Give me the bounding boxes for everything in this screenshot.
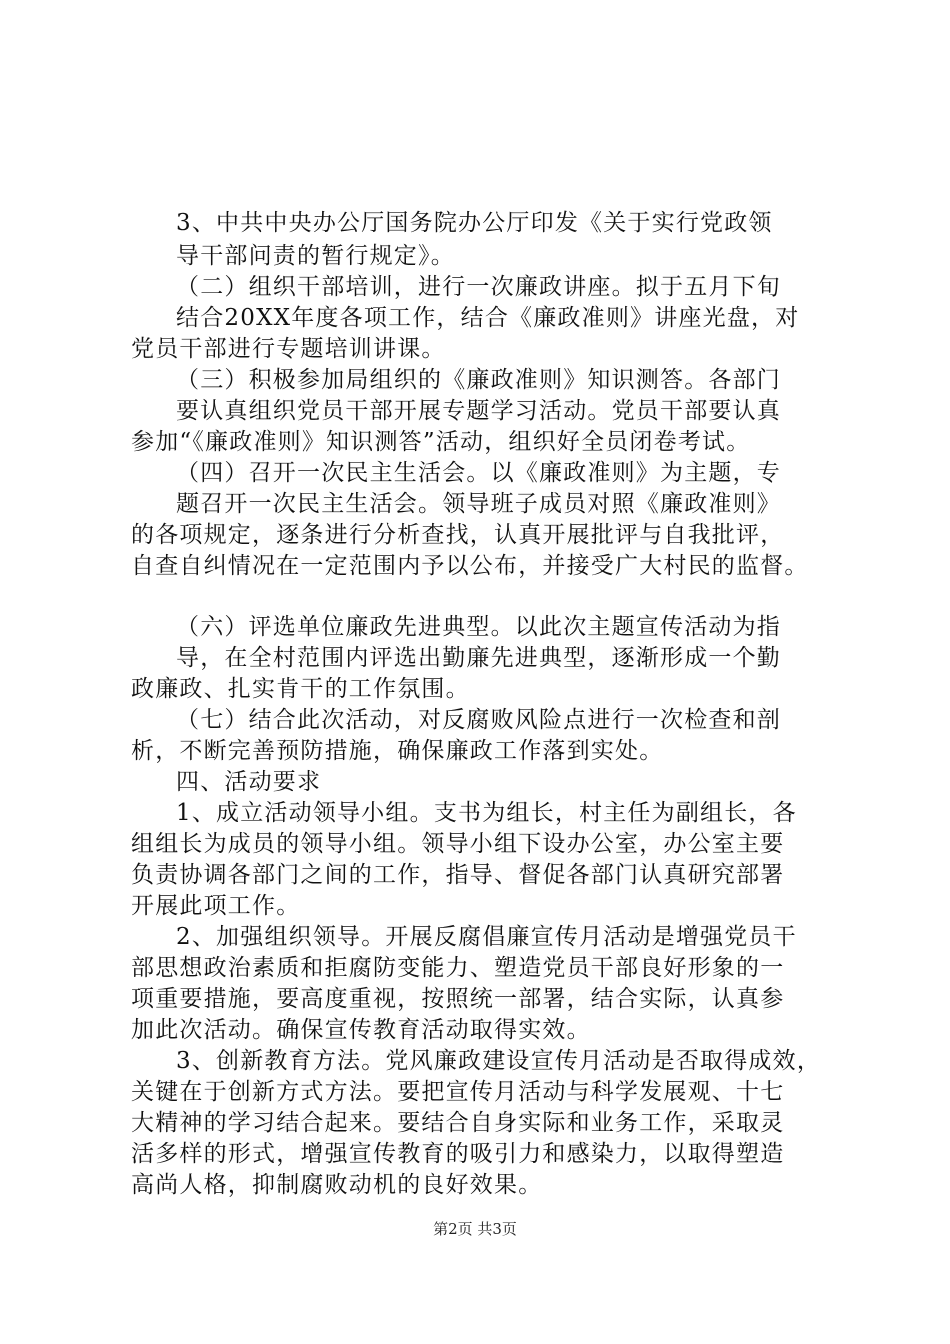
- text-line-9: （四）召开一次民主生活会。以《廉政准则》为主题，专: [176, 460, 781, 486]
- text-line-22: 开展此项工作。: [131, 893, 301, 919]
- text-line-10: 题召开一次民主生活会。领导班子成员对照《廉政准则》: [176, 491, 781, 517]
- text-line-29: 大精神的学习结合起来。要结合自身实际和业务工作，采取灵: [131, 1110, 785, 1136]
- text-line-6: （三）积极参加局组织的《廉政准则》知识测答。各部门: [176, 367, 781, 393]
- text-line-20: 组组长为成员的领导小组。领导小组下设办公室，办公室主要: [131, 831, 785, 857]
- text-line-16: （七）结合此次活动，对反腐败风险点进行一次检查和剖: [176, 707, 781, 733]
- text-line-27: 3、创新教育方法。党风廉政建设宣传月活动是否取得成效，: [176, 1048, 822, 1074]
- text-line-1: 3、中共中央办公厅国务院办公厅印发《关于实行党政领: [176, 210, 773, 236]
- page-number-footer: 第2页 共3页: [433, 1220, 517, 1238]
- text-line-11: 的各项规定，逐条进行分析查找，认真开展批评与自我批评，: [131, 522, 785, 548]
- text-line-30: 活多样的形式，增强宣传教育的吸引力和感染力，以取得塑造: [131, 1141, 785, 1167]
- text-line-19: 1、成立活动领导小组。支书为组长，村主任为副组长，各: [176, 800, 797, 826]
- text-line-17: 析，不断完善预防措施，确保廉政工作落到实处。: [131, 738, 664, 764]
- text-line-8: 参加“《廉政准则》知识测答”活动，组织好全员闭卷考试。: [131, 429, 751, 455]
- text-line-2: 导干部问责的暂行规定》。: [176, 243, 455, 269]
- text-line-21: 负责协调各部门之间的工作，指导、督促各部门认真研究部署: [131, 862, 785, 888]
- text-line-15: 政廉政、扎实肯干的工作氛围。: [131, 676, 470, 702]
- text-line-24: 部思想政治素质和拒腐防变能力、塑造党员干部良好形象的一: [131, 955, 785, 981]
- text-line-14: 导，在全村范围内评选出勤廉先进典型，逐渐形成一个勤: [176, 645, 781, 671]
- text-line-5: 党员干部进行专题培训讲课。: [131, 336, 446, 362]
- section-heading: 四、活动要求: [176, 769, 322, 795]
- text-line-23: 2、加强组织领导。开展反腐倡廉宣传月活动是增强党员干: [176, 924, 797, 950]
- text-line-25: 项重要措施，要高度重视，按照统一部署，结合实际，认真参: [131, 986, 785, 1012]
- text-line-7: 要认真组织党员干部开展专题学习活动。党员干部要认真: [176, 398, 781, 424]
- text-line-3: （二）组织干部培训，进行一次廉政讲座。拟于五月下旬: [176, 274, 781, 300]
- text-line-31: 高尚人格，抑制腐败动机的良好效果。: [131, 1172, 543, 1198]
- text-line-4: 结合20XX年度各项工作，结合《廉政准则》讲座光盘，对: [176, 305, 800, 331]
- text-line-13: （六）评选单位廉政先进典型。以此次主题宣传活动为指: [176, 614, 781, 640]
- text-line-26: 加此次活动。确保宣传教育活动取得实效。: [131, 1017, 591, 1043]
- text-line-12: 自查自纠情况在一定范围内予以公布，并接受广大村民的监督。: [131, 553, 809, 579]
- text-line-28: 关键在于创新方式方法。要把宣传月活动与科学发展观、十七: [131, 1079, 785, 1105]
